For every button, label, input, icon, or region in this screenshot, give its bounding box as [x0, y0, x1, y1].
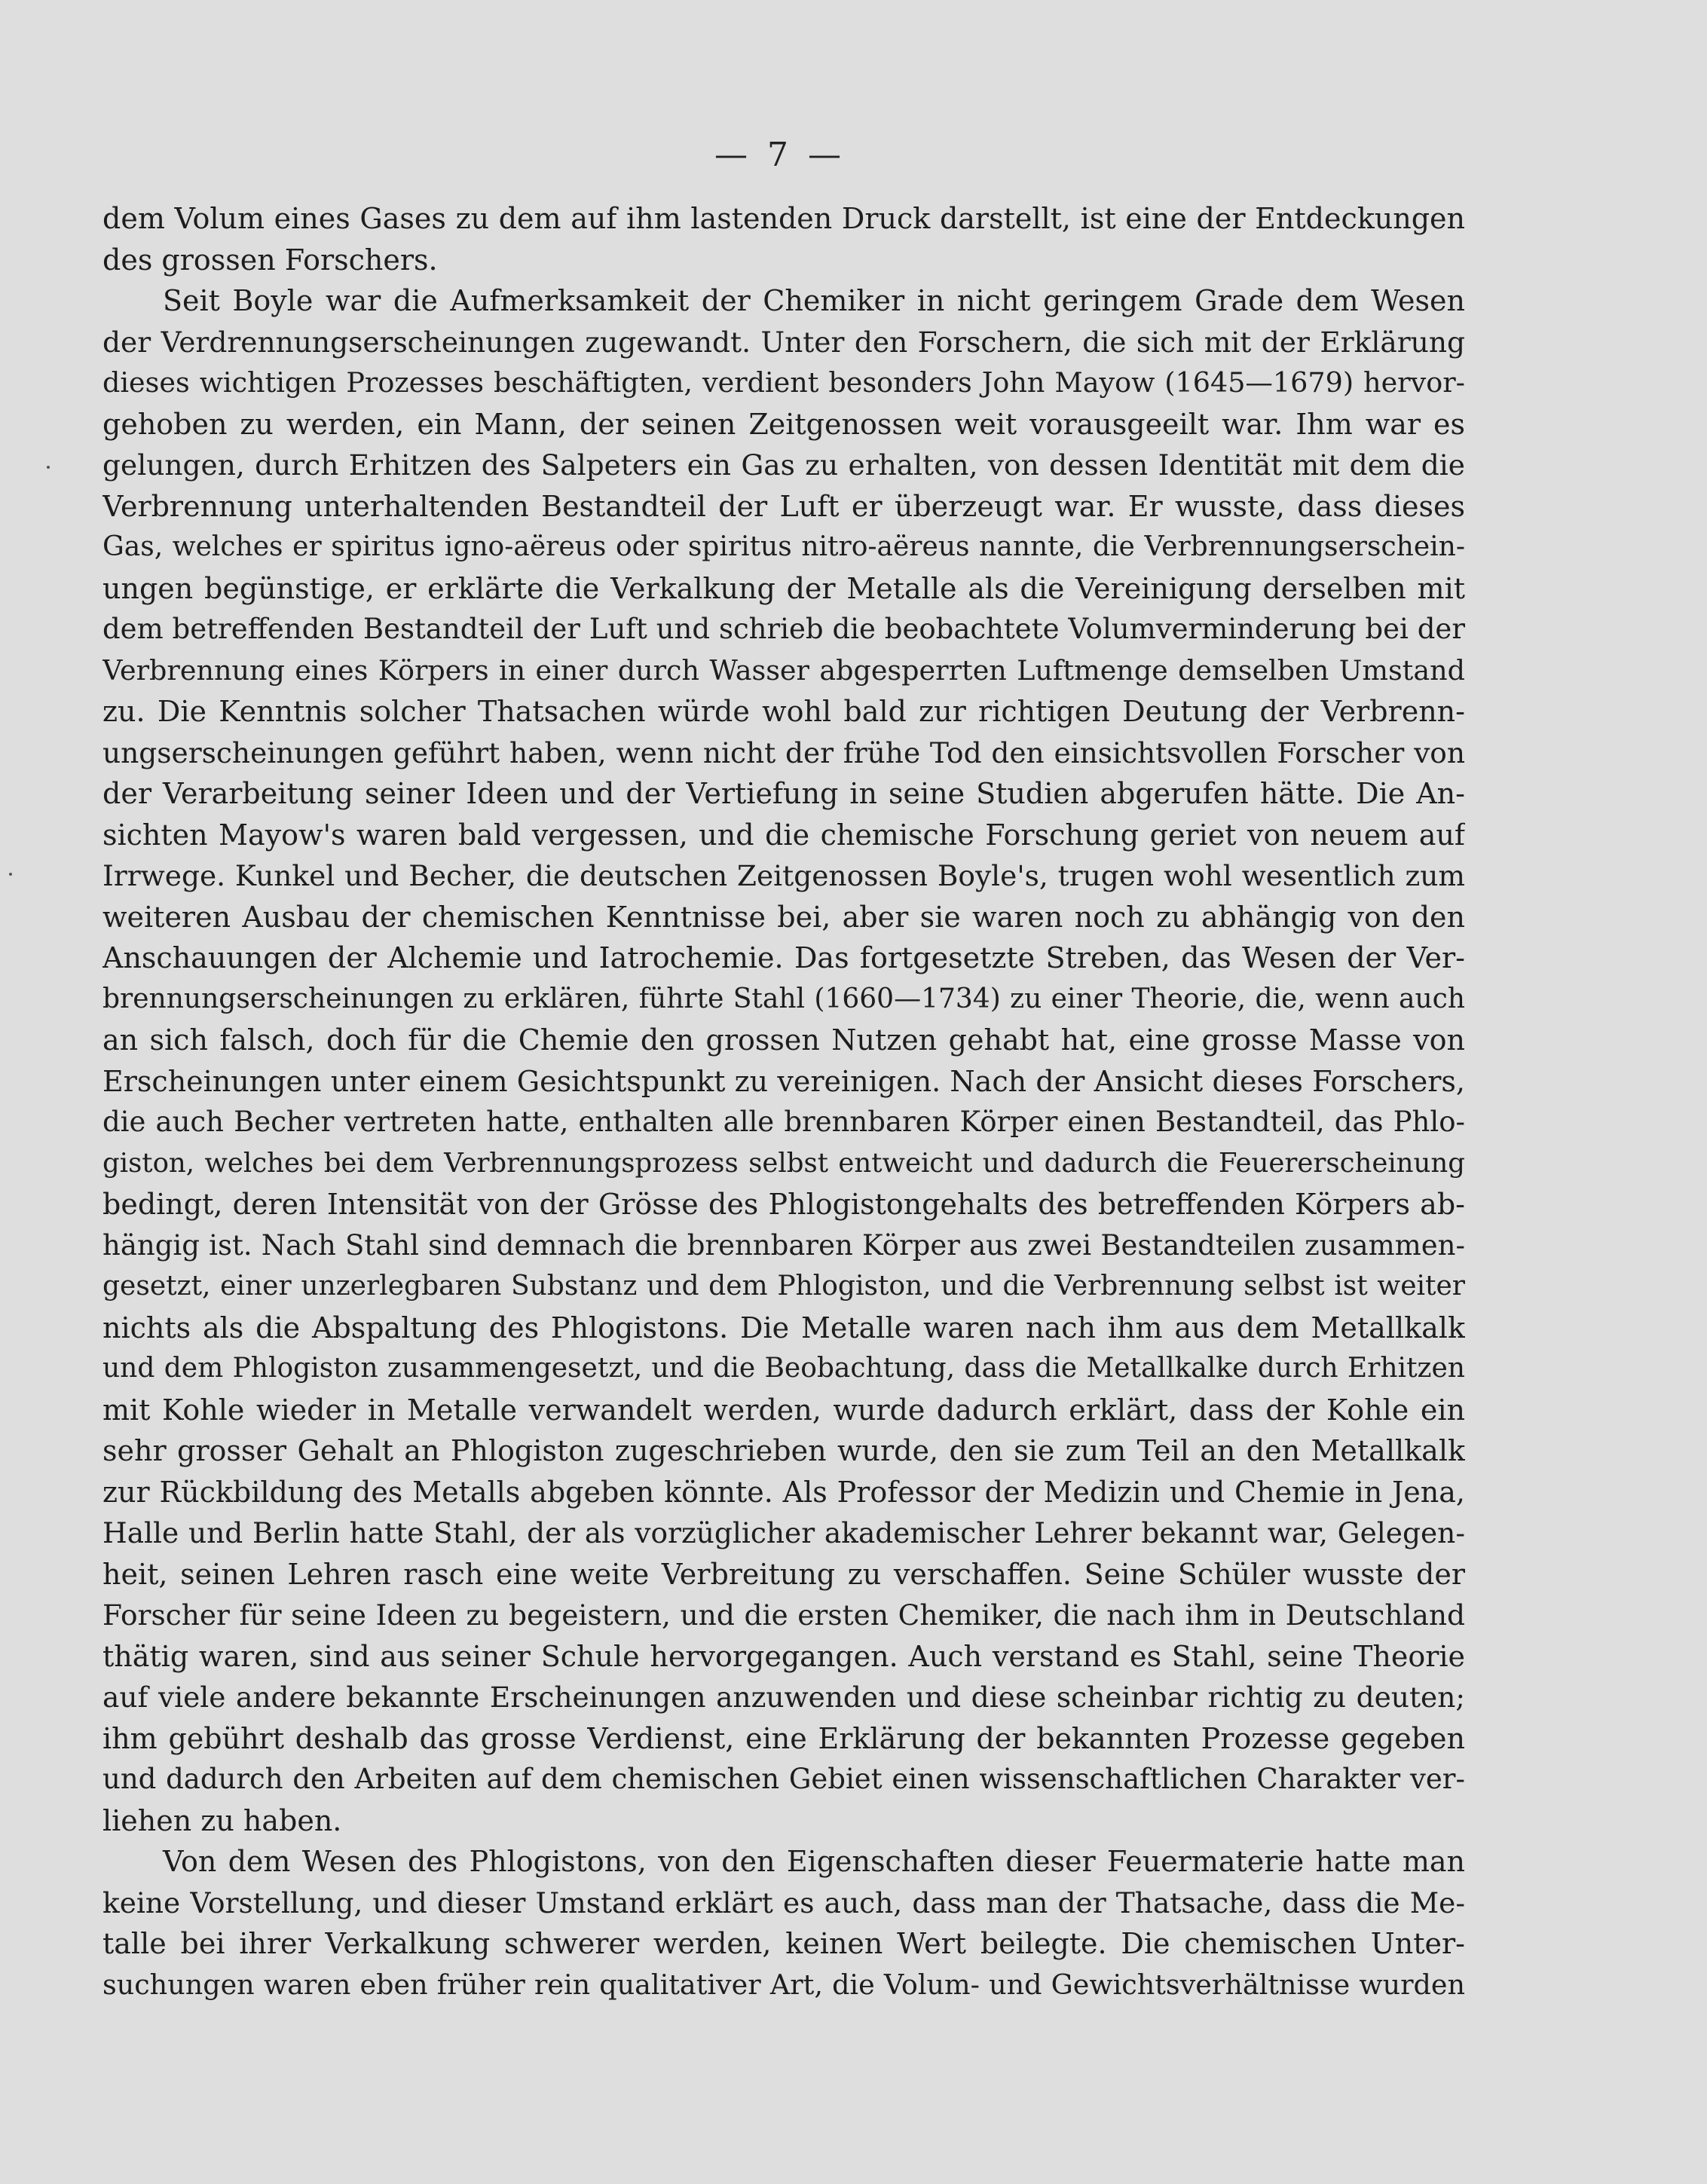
text-line: ungserscheinungen geführt haben, wenn nicht der frühe Tod den einsichtsvollen Forscher von: [102, 736, 1465, 769]
text-line: Verbrennung unterhaltenden Bestandteil der Luft er überzeugt war. Er wusste, dass dieses: [102, 489, 1465, 523]
text-line: sichten Mayow's waren bald vergessen, und die chemische Forschung geriet von neuem auf: [102, 818, 1465, 852]
text-line: talle bei ihrer Verkalkung schwerer werden, keinen Wert beilegte. Die chemischen Unter-: [102, 1927, 1465, 1960]
text-line: bedingt, deren Intensität von der Grösse des Phlogistongehalts des betreffenden Körpers ab-: [102, 1188, 1465, 1221]
text-line: zu. Die Kenntnis solcher Thatsachen würde wohl bald zur richtigen Deutung der Verbrenn-: [102, 695, 1465, 728]
text-line: Seit Boyle war die Aufmerksamkeit der Chemiker in nicht geringem Grade dem Wesen: [163, 284, 1465, 317]
text-line: der Verdrennungserscheinungen zugewandt. Unter den Forschern, die sich mit der Erklärung: [102, 325, 1465, 359]
text-line: brennungserscheinungen zu erklären, führte Stahl (1660—1734) zu einer Theorie, die, wenn auch: [102, 983, 1465, 1014]
text-line: liehen zu haben.: [102, 1803, 342, 1837]
text-line: mit Kohle wieder in Metalle verwandelt werden, wurde dadurch erklärt, dass der Kohle ein: [102, 1393, 1465, 1427]
text-line: heit, seinen Lehren rasch eine weite Verbreitung zu verschaffen. Seine Schüler wusste der: [102, 1557, 1465, 1591]
text-line: dem Volum eines Gases zu dem auf ihm lastenden Druck darstellt, ist eine der Entdeckungen: [102, 202, 1465, 235]
paper-speck: [47, 466, 50, 469]
text-line: gelungen, durch Erhitzen des Salpeters ein Gas zu erhalten, von dessen Identität mit dem die: [102, 448, 1465, 482]
text-line: die auch Becher vertreten hatte, enthalten alle brennbaren Körper einen Bestandteil, das Phlo-: [102, 1106, 1465, 1138]
text-line: giston, welches bei dem Verbrennungsprozess selbst entweicht und dadurch die Feuererscheinung: [102, 1147, 1465, 1179]
text-line: dieses wichtigen Prozesses beschäftigten, verdient besonders John Mayow (1645—1679) hervor-: [102, 366, 1465, 399]
text-line: sehr grosser Gehalt an Phlogiston zugeschrieben wurde, den sie zum Teil an den Metallkalk: [102, 1434, 1465, 1467]
text-line: dem betreffenden Bestandteil der Luft und schrieb die beobachtete Volumverminderung bei der: [102, 613, 1465, 645]
text-line: Erscheinungen unter einem Gesichtspunkt zu vereinigen. Nach der Ansicht dieses Forschers,: [102, 1064, 1465, 1098]
text-line: Verbrennung eines Körpers in einer durch Wasser abgesperrten Luftmenge demselben Umstand: [102, 653, 1465, 687]
text-line: Gas, welches er spiritus igno-aëreus oder spiritus nitro-aëreus nannte, die Verbrennungserschein-: [102, 531, 1465, 562]
text-line: nichts als die Abspaltung des Phlogistons. Die Metalle waren nach ihm aus dem Metallkalk: [102, 1311, 1465, 1344]
text-line: ungen begünstige, er erklärte die Verkalkung der Metalle als die Vereinigung derselben mit: [102, 571, 1465, 605]
text-line: Irrwege. Kunkel und Becher, die deutschen Zeitgenossen Boyle's, trugen wohl wesentlich zum: [102, 859, 1465, 892]
text-line: keine Vorstellung, und dieser Umstand erklärt es auch, dass man der Thatsache, dass die Me-: [102, 1886, 1465, 1919]
text-line: Forscher für seine Ideen zu begeistern, und die ersten Chemiker, die nach ihm in Deutschland: [102, 1598, 1465, 1632]
text-line: weiteren Ausbau der chemischen Kenntnisse bei, aber sie waren noch zu abhängig von den: [102, 900, 1465, 934]
text-line: gesetzt, einer unzerlegbaren Substanz und dem Phlogiston, und die Verbrennung selbst ist weiter: [102, 1271, 1465, 1302]
text-line: hängig ist. Nach Stahl sind demnach die brennbaren Körper aus zwei Bestandteilen zusammen-: [102, 1228, 1465, 1262]
text-line: des grossen Forschers.: [102, 243, 438, 277]
text-line: zur Rückbildung des Metalls abgeben könnte. Als Professor der Medizin und Chemie in Jena,: [102, 1475, 1465, 1509]
page-number: — 7 —: [714, 136, 846, 174]
text-line: Von dem Wesen des Phlogistons, von den Eigenschaften dieser Feuermaterie hatte man: [163, 1845, 1465, 1878]
text-line: Anschauungen der Alchemie und Iatrochemie. Das fortgesetzte Streben, das Wesen der Ver-: [102, 941, 1465, 974]
text-line: suchungen waren eben früher rein qualitativer Art, die Volum- und Gewichtsverhältnisse wurden: [102, 1968, 1465, 2001]
text-line: auf viele andere bekannte Erscheinungen anzuwenden und diese scheinbar richtig zu deuten;: [102, 1681, 1465, 1714]
text-line: und dem Phlogiston zusammengesetzt, und die Beobachtung, dass die Metallkalke durch Erhitzen: [102, 1353, 1465, 1384]
text-line: gehoben zu werden, ein Mann, der seinen Zeitgenossen weit vorausgeeilt war. Ihm war es: [102, 407, 1465, 441]
text-line: Halle und Berlin hatte Stahl, der als vorzüglicher akademischer Lehrer bekannt war, Gelegen-: [102, 1516, 1465, 1549]
text-line: thätig waren, sind aus seiner Schule hervorgegangen. Auch verstand es Stahl, seine Theorie: [102, 1639, 1465, 1673]
text-line: ihm gebührt deshalb das grosse Verdienst, eine Erklärung der bekannten Prozesse gegeben: [102, 1721, 1465, 1755]
text-line: der Verarbeitung seiner Ideen und der Vertiefung in seine Studien abgerufen hätte. Die An-: [102, 777, 1465, 810]
paper-speck: [9, 873, 12, 876]
text-line: und dadurch den Arbeiten auf dem chemischen Gebiet einen wissenschaftlichen Charakter ver-: [102, 1763, 1465, 1795]
text-line: an sich falsch, doch für die Chemie den grossen Nutzen gehabt hat, eine grosse Masse von: [102, 1023, 1465, 1057]
body-text: [102, 198, 1465, 2005]
